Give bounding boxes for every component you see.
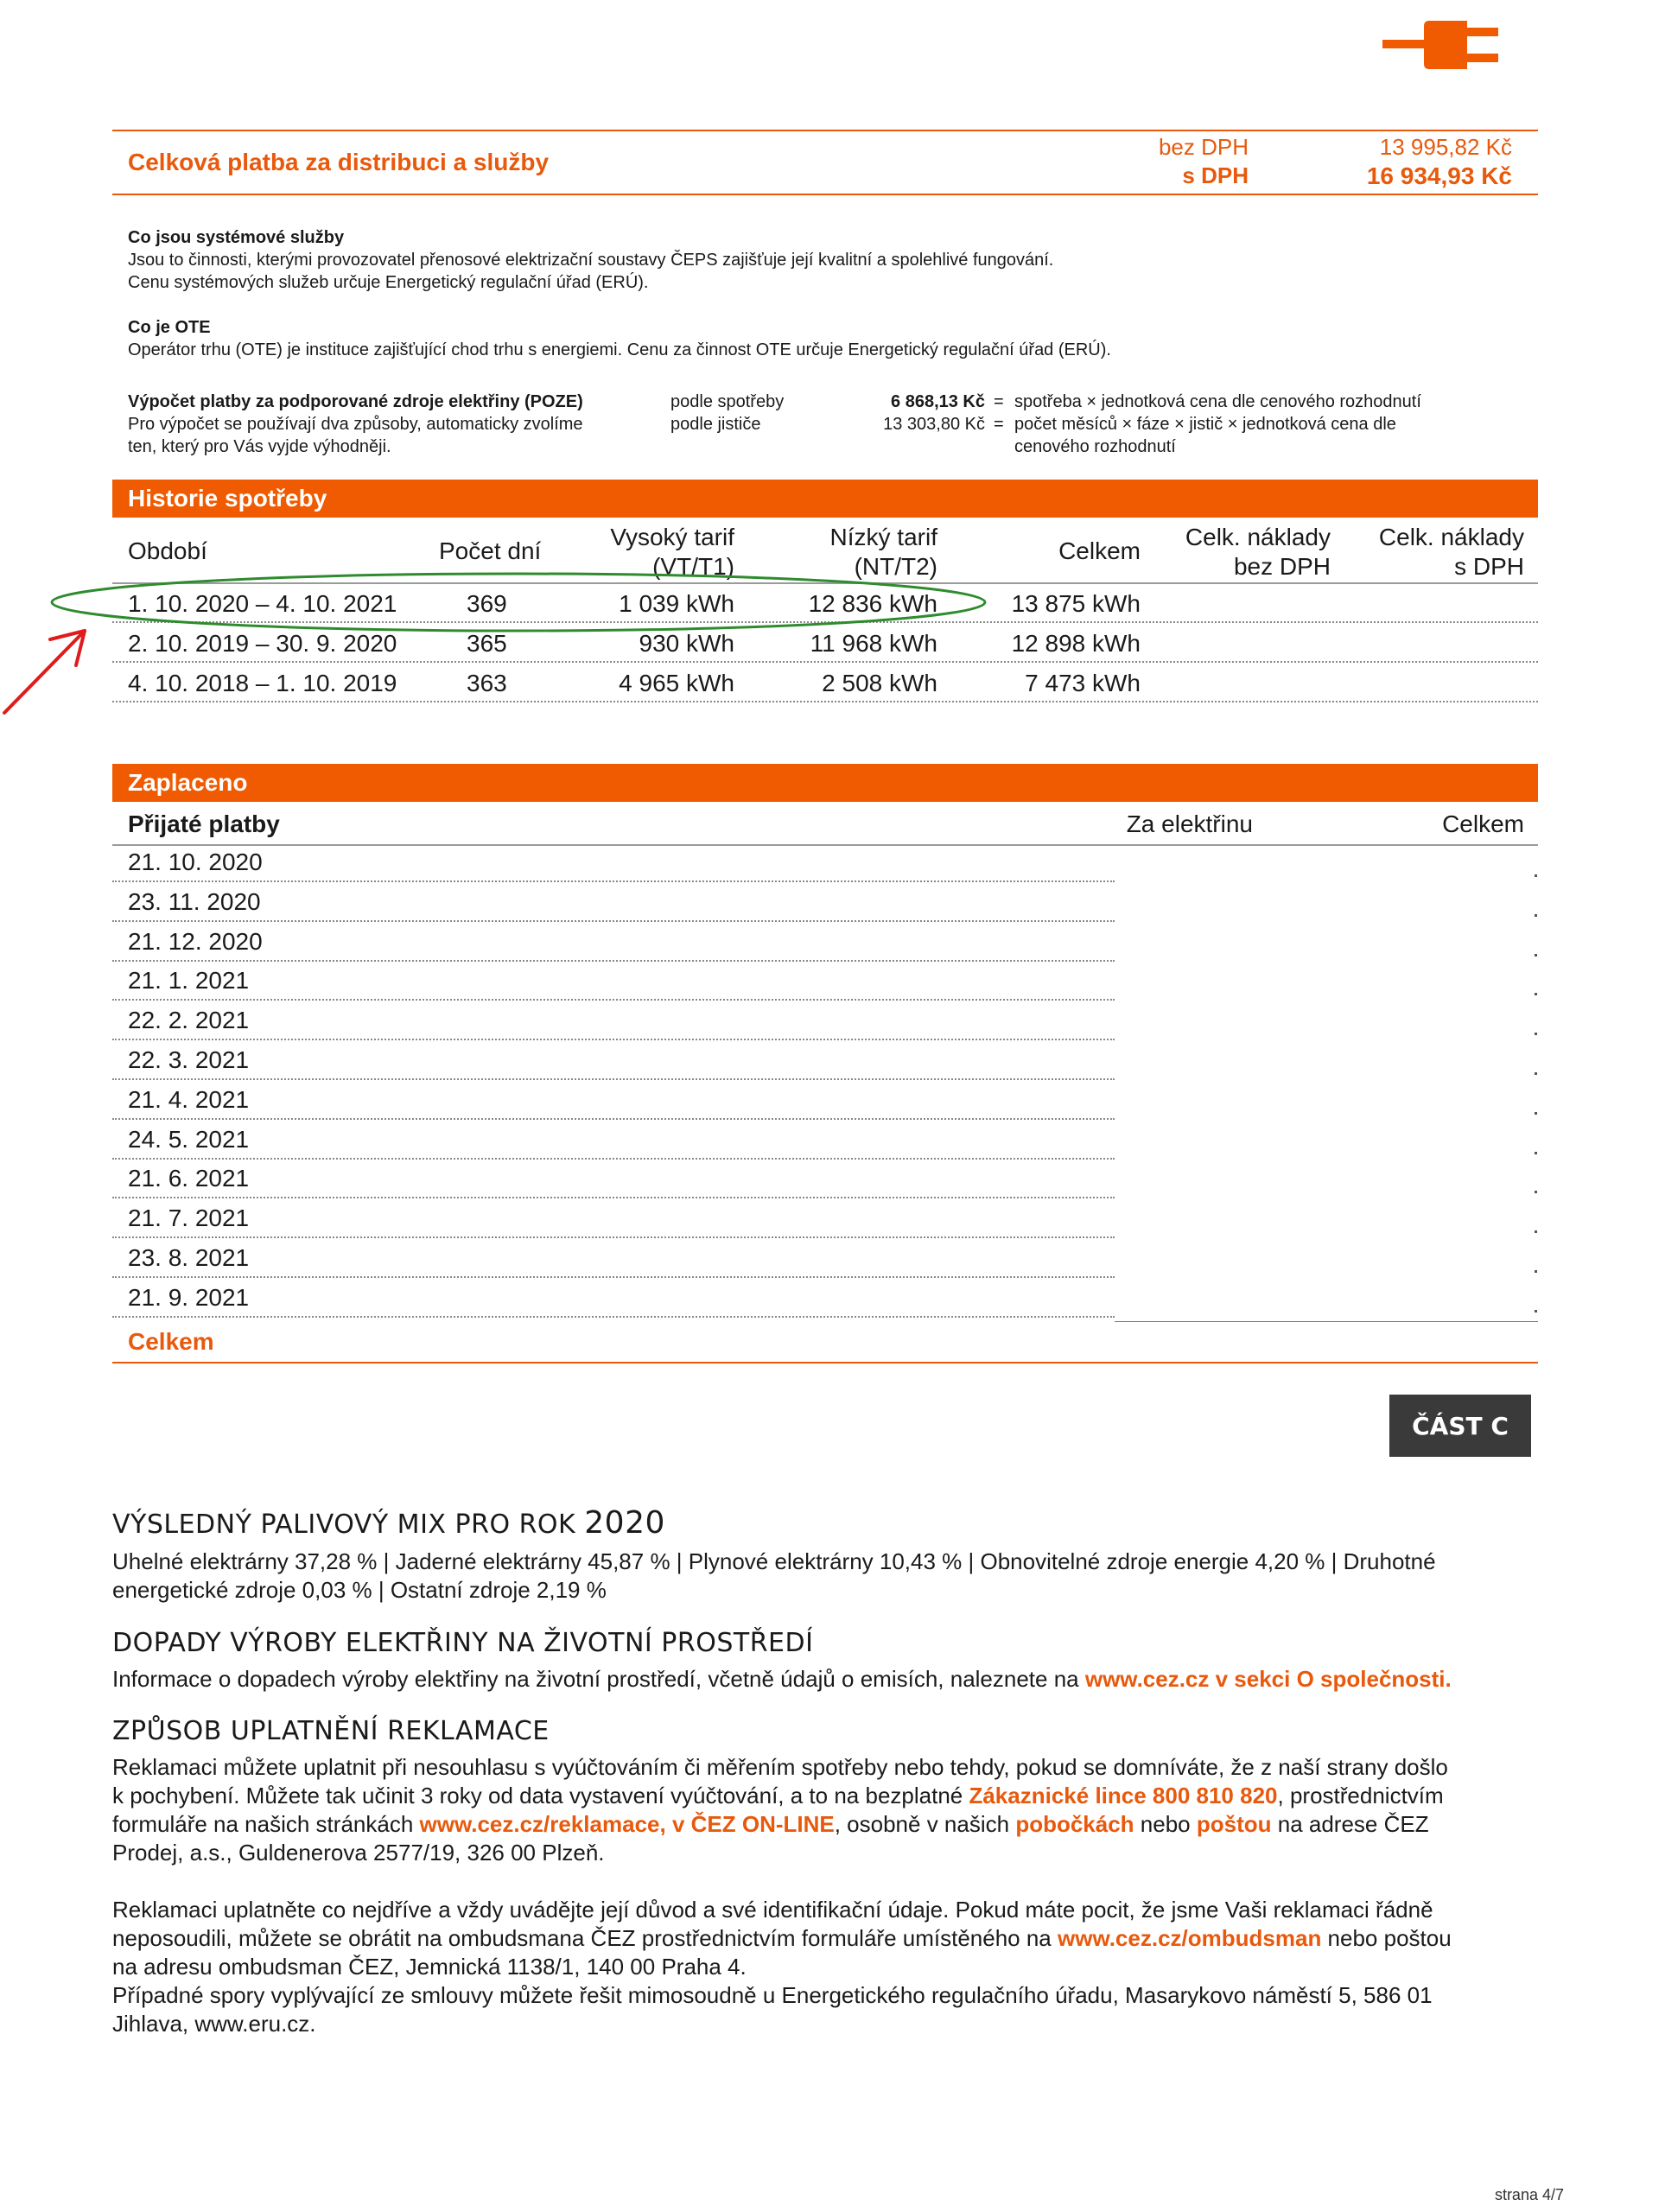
col-vt-2: (VT/T1) — [652, 553, 734, 580]
reklamace-p1-l3 — [112, 1810, 1429, 1839]
payment-row-divider — [112, 1158, 1115, 1160]
row-vt: 930 kWh — [639, 630, 734, 657]
ombudsman-link[interactable]: www.cez.cz/ombudsman — [1058, 1925, 1322, 1951]
customer-line-link[interactable]: Zákaznické lince 800 810 820 — [969, 1783, 1278, 1808]
reklamace-p2-l1: Reklamaci uplatněte co nejdříve a vždy uvádějte její důvod a své identifikační údaje. Pokud máte pocit, že jsme Vaši reklamaci řádně — [112, 1897, 1433, 1923]
payment-date: 21. 7. 2021 — [128, 1205, 250, 1232]
payment-amount-dot — [1535, 954, 1537, 957]
prijate-platby-label: Přijaté platby — [128, 810, 280, 837]
poze-method-2: podle jističe — [670, 415, 761, 434]
dopady-title: DOPADY VÝROBY ELEKTŘINY NA ŽIVOTNÍ PROSTŘEDÍ — [112, 1628, 814, 1658]
payment-amount-dot — [1535, 1152, 1537, 1154]
reklamace-p2-l2-a: neposoudili, můžete se obrátit na ombudsmana ČEZ prostřednictvím formuláře umístěného na — [112, 1925, 1058, 1951]
reklamace-p1-l2 — [112, 1782, 1444, 1810]
payment-date: 21. 10. 2020 — [128, 849, 263, 875]
reklamace-p1-l1: Reklamaci můžete uplatnit při nesouhlasu s vyúčtováním či měřením spotřeby nebo tehdy, pokud se domníváte, že z naší strany došlo — [112, 1754, 1448, 1780]
payment-date: 24. 5. 2021 — [128, 1125, 250, 1153]
za-elektrinu-label: Za elektřinu — [1126, 810, 1253, 837]
poze-value-1: 6 868,13 Kč — [891, 392, 985, 411]
row-dni: 365 — [467, 630, 507, 657]
payment-row-divider — [112, 1236, 1115, 1238]
payment-row-divider — [112, 1078, 1115, 1080]
poze-desc-2a: počet měsíců × fáze × jistič × jednotková cena dle — [1014, 415, 1396, 434]
col-naklady-bez-1: Celk. náklady — [1185, 524, 1331, 550]
row-obdobi: 4. 10. 2018 – 1. 10. 2019 — [128, 670, 397, 696]
s-dph-value: 16 934,93 Kč — [1366, 162, 1512, 189]
payment-row-divider — [112, 1316, 1115, 1318]
reklamace-p1-l3-a: formuláře na našich stránkách — [112, 1811, 420, 1837]
payment-amount-dot — [1535, 1033, 1537, 1035]
payment-date: 21. 12. 2020 — [128, 927, 263, 955]
payment-amount-dot — [1535, 993, 1537, 995]
row-celkem: 13 875 kWh — [1011, 590, 1141, 617]
col-pocet-dni: Počet dní — [439, 537, 542, 564]
ote-text-1: Operátor trhu (OTE) je instituce zajišťující chod trhu s energiemi. Cenu za činnost OTE určuje Energetický regulační úřad (ERÚ). — [128, 340, 1111, 359]
cast-c-label: ČÁST C — [1412, 1411, 1509, 1440]
systemove-text-2: Cenu systémových služeb určuje Energetický regulační úřad (ERÚ). — [128, 273, 649, 292]
row-obdobi: 1. 10. 2020 – 4. 10. 2021 — [128, 590, 397, 617]
poze-text-1: Pro výpočet se používají dva způsoby, automaticky zvolíme — [128, 415, 583, 434]
poze-desc-1: spotřeba × jednotková cena dle cenového rozhodnutí — [1014, 392, 1421, 411]
reklamace-p1-l4: Prodej, a.s., Guldenerova 2577/19, 326 00 Plzeň. — [112, 1840, 605, 1866]
zaplaceno-total-line — [1115, 1321, 1538, 1322]
reklamace-p2-l3: na adresu ombudsman ČEZ, Jemnická 1138/1, 140 00 Praha 4. — [112, 1954, 747, 1980]
zaplaceno-header-line — [112, 844, 1538, 846]
payment-date: 22. 2. 2021 — [128, 1007, 250, 1034]
payment-row-divider — [112, 1039, 1115, 1040]
systemove-text-1: Jsou to činnosti, kterými provozovatel přenosové elektrizační soustavy ČEPS zajišťuje její kvalitní a spolehlivé fungování. — [128, 251, 1054, 270]
postou-link[interactable]: poštou — [1196, 1811, 1272, 1837]
payment-row-divider — [112, 999, 1115, 1001]
bez-dph-label: bez DPH — [1158, 134, 1249, 160]
ote-title: Co je OTE — [128, 318, 211, 337]
row-nt: 2 508 kWh — [822, 670, 937, 696]
dopady-link[interactable]: www.cez.cz v sekci O společnosti. — [1084, 1666, 1452, 1692]
col-nt-1: Nízký tarif — [829, 524, 937, 550]
payment-date: 21. 9. 2021 — [128, 1283, 250, 1311]
row-dni: 369 — [467, 590, 507, 617]
row-dni: 363 — [467, 670, 507, 696]
reklamace-web-link[interactable]: www.cez.cz/reklamace, v ČEZ ON-LINE — [419, 1811, 835, 1837]
payment-date: 21. 1. 2021 — [128, 967, 250, 995]
poze-eq-1: = — [994, 392, 1004, 411]
zaplaceno-celkem-label: Celkem — [1442, 810, 1524, 837]
zaplaceno-total-label: Celkem — [128, 1328, 214, 1355]
s-dph-label: s DPH — [1182, 162, 1249, 188]
historie-header-bar: Historie spotřeby — [112, 480, 1538, 518]
col-naklady-bez-2: bez DPH — [1233, 553, 1331, 580]
payment-row-divider — [112, 880, 1115, 882]
payment-amount-dot — [1535, 1310, 1537, 1313]
col-naklady-s-2: s DPH — [1454, 553, 1524, 580]
reklamace-p2-l2-b: nebo poštou — [1321, 1925, 1452, 1951]
mix-title-prefix: VÝSLEDNÝ PALIVOVÝ MIX PRO ROK — [112, 1510, 576, 1540]
bez-dph-value: 13 995,82 Kč — [1379, 134, 1512, 160]
red-arrow-annotation — [0, 622, 112, 717]
reklamace-p1-l3-c: nebo — [1134, 1811, 1197, 1837]
reklamace-title: ZPŮSOB UPLATNĚNÍ REKLAMACE — [112, 1716, 550, 1746]
poze-value-2: 13 303,80 Kč — [883, 415, 985, 434]
mix-line-1: Uhelné elektrárny 37,28 % | Jaderné elektrárny 45,87 % | Plynové elektrárny 10,43 % | Obnovitelné zdroje energie 4,20 % | Druhotné — [112, 1548, 1436, 1574]
reklamace-p1-l2-a: k pochybení. Můžete tak učinit 3 roky od data vystavení vyúčtování, a to na bezplatné — [112, 1783, 969, 1808]
cast-c-badge — [1389, 1395, 1531, 1457]
payment-date: 22. 3. 2021 — [128, 1046, 250, 1073]
reklamace-p2-l5: Jihlava, www.eru.cz. — [112, 2011, 316, 2037]
zaplaceno-header-bar: Zaplaceno — [112, 764, 1538, 802]
poze-text-2: ten, který pro Vás vyjde výhodněji. — [128, 437, 391, 456]
payment-amount-dot — [1535, 1072, 1537, 1075]
systemove-title: Co jsou systémové služby — [128, 228, 345, 247]
col-vt-1: Vysoký tarif — [610, 524, 734, 550]
payment-date: 23. 8. 2021 — [128, 1244, 250, 1271]
payment-row-divider — [112, 1197, 1115, 1198]
row-vt: 1 039 kWh — [619, 590, 734, 617]
payment-date: 21. 6. 2021 — [128, 1165, 250, 1192]
row-nt: 11 968 kWh — [810, 630, 937, 657]
mix-title-year: 2020 — [584, 1505, 665, 1541]
col-naklady-s-1: Celk. náklady — [1378, 524, 1524, 550]
payment-amount-dot — [1535, 874, 1537, 877]
total-label: Celková platba za distribuci a služby — [128, 149, 550, 175]
pobocky-link[interactable]: pobočkách — [1015, 1811, 1134, 1837]
poze-title: Výpočet platby za podporované zdroje elektřiny (POZE) — [128, 392, 583, 411]
payment-row-divider — [112, 1276, 1115, 1278]
payment-amount-dot — [1535, 914, 1537, 917]
reklamace-p1-l2-b: , prostřednictvím — [1277, 1783, 1444, 1808]
reklamace-p1-l3-b: , osobně v našich — [834, 1811, 1016, 1837]
reklamace-p2-l4: Případné spory vyplývající ze smlouvy můžete řešit mimosoudně u Energetického regulačního úřadu, Masarykovo náměstí 5, 586 01 — [112, 1982, 1433, 2008]
poze-eq-2: = — [994, 415, 1004, 434]
page-number: strana 4/7 — [1494, 2186, 1564, 2203]
row-celkem: 12 898 kWh — [1011, 630, 1141, 657]
payment-amount-dot — [1535, 1270, 1537, 1273]
col-celkem: Celkem — [1058, 537, 1141, 564]
payment-amount-dot — [1535, 1191, 1537, 1193]
poze-method-1: podle spotřeby — [670, 392, 785, 411]
payment-row-divider — [112, 1118, 1115, 1120]
payment-row-divider — [112, 920, 1115, 922]
row-vt: 4 965 kWh — [619, 670, 734, 696]
poze-desc-2b: cenového rozhodnutí — [1014, 437, 1176, 456]
green-ellipse-annotation — [0, 0, 1665, 778]
col-obdobi: Období — [128, 537, 207, 564]
dopady-text-body: Informace o dopadech výroby elektřiny na životní prostředí, včetně údajů o emisích, naleznete na — [112, 1666, 1085, 1692]
mix-title — [112, 1505, 665, 1541]
payment-row-divider — [112, 960, 1115, 962]
zaplaceno-bottom-line — [112, 1362, 1538, 1363]
row-nt: 12 836 kWh — [808, 590, 937, 617]
col-nt-2: (NT/T2) — [854, 553, 937, 580]
row-celkem: 7 473 kWh — [1025, 670, 1141, 696]
reklamace-p2-l2 — [112, 1924, 1452, 1953]
mix-line-2: energetické zdroje 0,03 % | Ostatní zdroje 2,19 % — [112, 1577, 607, 1603]
dopady-text — [112, 1665, 1452, 1694]
payment-amount-dot — [1535, 1230, 1537, 1233]
row-obdobi: 2. 10. 2019 – 30. 9. 2020 — [128, 630, 397, 657]
payment-date: 21. 4. 2021 — [128, 1085, 250, 1113]
reklamace-p1-l3-d: na adrese ČEZ — [1271, 1811, 1429, 1837]
payment-amount-dot — [1535, 1112, 1537, 1115]
payment-date: 23. 11. 2020 — [128, 887, 261, 915]
